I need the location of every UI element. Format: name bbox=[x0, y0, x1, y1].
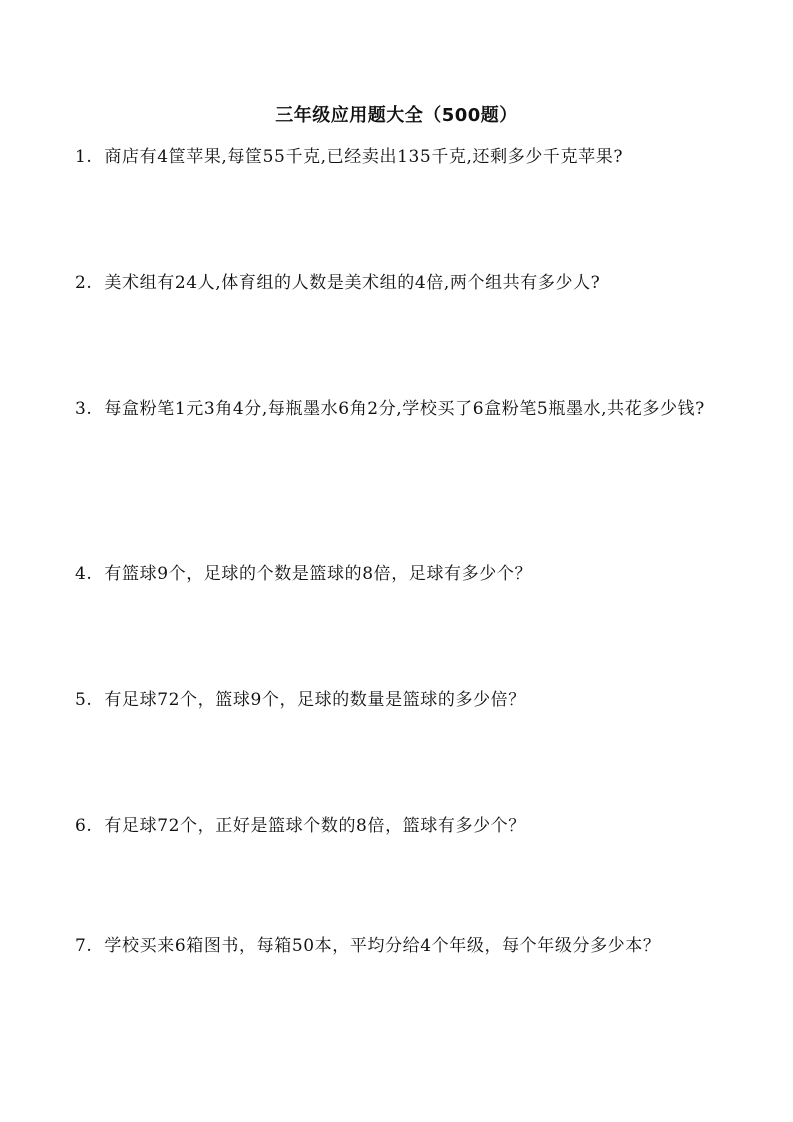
question-number: 5. bbox=[75, 690, 93, 710]
question-number: 3. bbox=[75, 399, 93, 419]
question-item bbox=[75, 557, 725, 591]
document-title: 三年级应用题大全（500题） bbox=[275, 105, 518, 126]
question-item bbox=[75, 140, 725, 174]
question-number: 7. bbox=[75, 936, 93, 956]
question-text: 学校买来6箱图书，每箱50本，平均分给4个年级，每个年级分多少本？ bbox=[104, 936, 661, 956]
question-text: 有足球72个，正好是篮球个数的8倍，篮球有多少个？ bbox=[104, 816, 526, 836]
question-item bbox=[75, 683, 725, 717]
question-text: 美术组有24人,体育组的人数是美术组的4倍,两个组共有多少人? bbox=[104, 273, 601, 293]
question-number: 4. bbox=[75, 564, 93, 584]
question-item bbox=[75, 809, 725, 843]
question-number: 6. bbox=[75, 816, 93, 836]
question-number: 2. bbox=[75, 273, 93, 293]
question-number: 1. bbox=[75, 147, 93, 167]
question-item bbox=[75, 392, 725, 426]
question-item bbox=[75, 266, 725, 300]
question-text: 商店有4筐苹果,每筐55千克,已经卖出135千克,还剩多少千克苹果? bbox=[104, 147, 624, 167]
question-item bbox=[75, 929, 725, 963]
question-text: 有篮球9个，足球的个数是篮球的8倍，足球有多少个？ bbox=[104, 564, 533, 584]
question-text: 每盒粉笔1元3角4分,每瓶墨水6角2分,学校买了6盒粉笔5瓶墨水,共花多少钱? bbox=[104, 399, 705, 419]
question-text: 有足球72个，篮球9个，足球的数量是篮球的多少倍？ bbox=[104, 690, 526, 710]
